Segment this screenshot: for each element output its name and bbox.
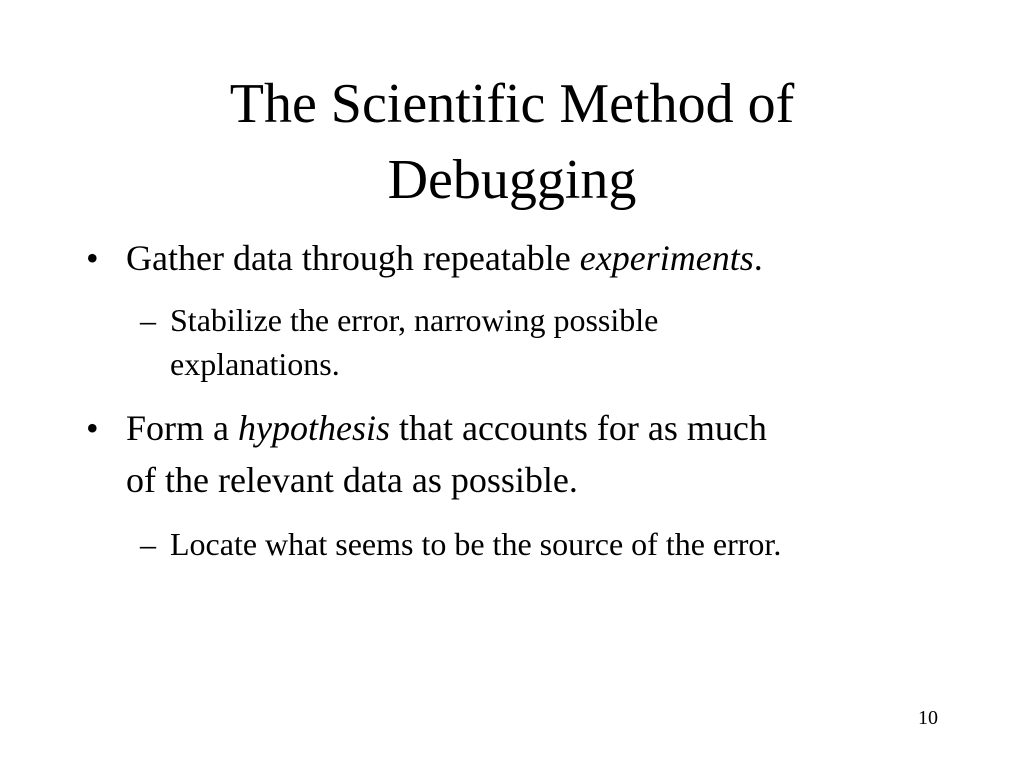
bullet-2-after: that accounts for as much [389,408,767,448]
slide-title [0,66,1024,218]
slide-title-line-1: The Scientific Method of [229,73,795,135]
sub-bullet-1-1-line-1: Stabilize the error, narrowing possible [170,302,659,338]
bullet-text-2-line-2: of the relevant data as possible. [126,460,578,500]
bullet-2-before: Form a [126,408,238,448]
slide-title-line-2: Debugging [387,149,637,211]
bullet-text-1 [126,232,966,284]
bullet-text-2-line-1 [126,402,966,454]
bullet-2-emphasis: hypothesis [238,408,390,448]
bullet-text-2 [126,402,966,506]
bullet-marker: • [86,408,99,448]
bullet-marker: • [86,238,99,278]
bullet-text-1-line-1 [126,232,966,284]
bullet-1-after: . [753,238,763,278]
sub-bullet-text-1-1 [170,298,940,386]
sub-bullet-1-1-line-2: explanations. [170,346,340,382]
dash-marker: – [140,526,156,562]
sub-bullet-text-2-1 [170,522,940,566]
sub-bullet-2-1-line-1: Locate what seems to be the source of the error. [170,526,782,562]
dash-marker: – [140,302,156,338]
bullet-1-emphasis: experiments [579,238,754,278]
page-number: 10 [918,707,938,729]
bullet-1-before: Gather data through repeatable [126,238,580,278]
